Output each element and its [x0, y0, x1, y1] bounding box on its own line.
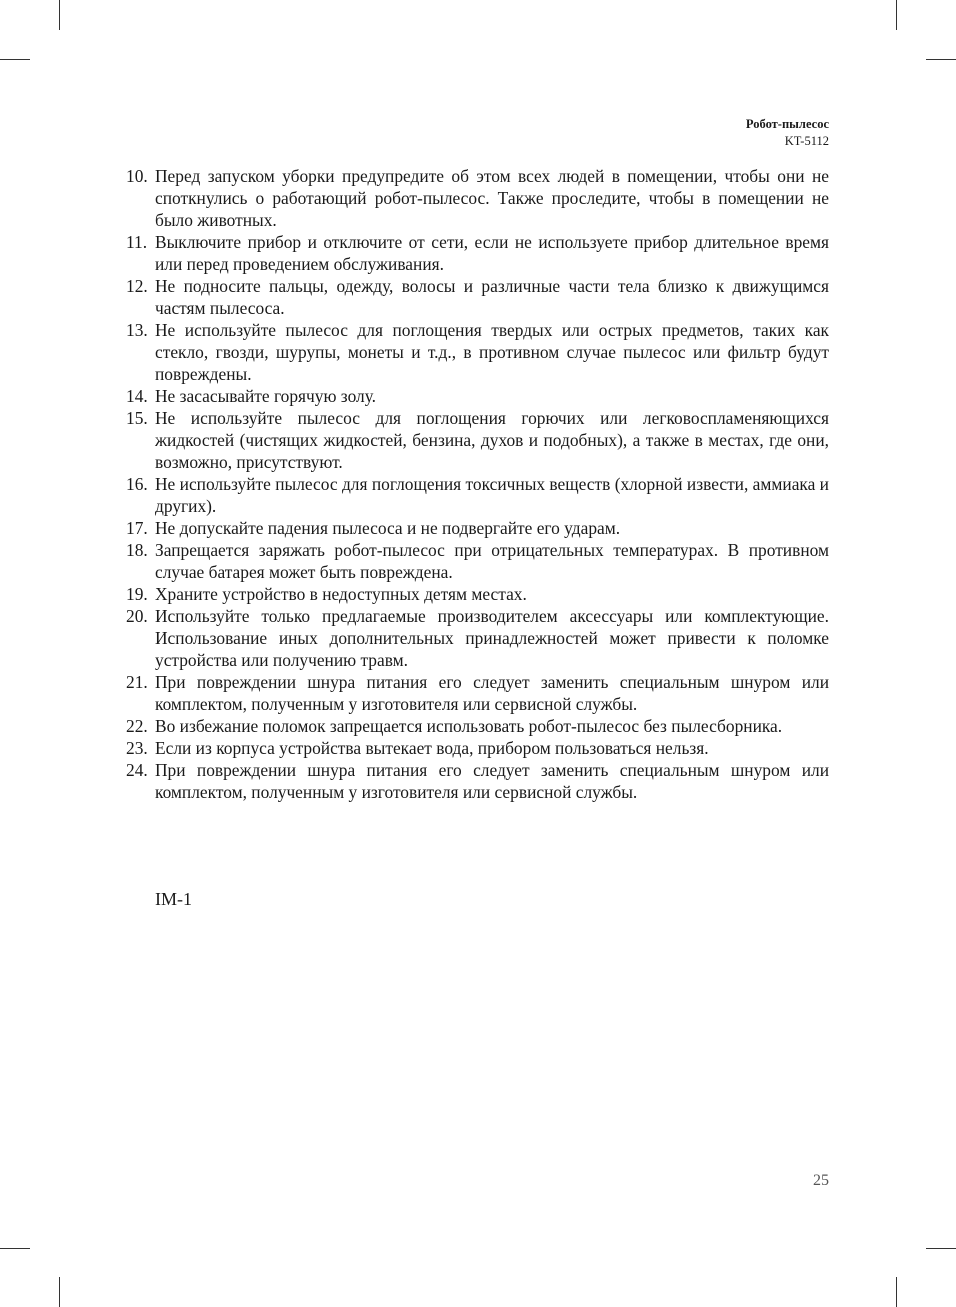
crop-mark-top-left [59, 0, 60, 30]
crop-mark-top-right [926, 59, 956, 60]
list-item [126, 517, 829, 539]
list-item [126, 759, 829, 803]
list-item [126, 715, 829, 737]
item-text: Не используйте пылесос для поглощения горючих или легковоспламеняющихся жидкостей (чистящих жидкостей, бензина, духов и подобных), а также в местах, где они, возможно, присутствуют. [155, 408, 829, 472]
safety-instructions-list [126, 165, 829, 803]
item-text: Если из корпуса устройства вытекает вода, прибором пользоваться нельзя. [155, 738, 709, 758]
item-number: 18. [126, 540, 148, 560]
item-number: 11. [126, 232, 148, 252]
item-text: Используйте только предлагаемые производителем аксессуары или комплектующие. Использование иных дополнительных принадлежностей может привести к поломке устройства или получению травм. [155, 606, 829, 670]
item-text: Не засасывайте горячую золу. [155, 386, 377, 406]
crop-mark-top-right [896, 0, 897, 30]
item-number: 15. [126, 408, 148, 428]
item-text: При повреждении шнура питания его следует заменить специальным шнуром или комплектом, полученным у изготовителя или сервисной службы. [155, 760, 829, 802]
item-text: Храните устройство в недоступных детям местах. [155, 584, 527, 604]
page-number: 25 [813, 1172, 829, 1189]
list-item [126, 737, 829, 759]
list-item [126, 407, 829, 473]
item-number: 19. [126, 584, 148, 604]
item-number: 17. [126, 518, 148, 538]
item-text: Не допускайте падения пылесоса и не подвергайте его ударам. [155, 518, 621, 538]
item-number: 24. [126, 760, 148, 780]
item-text: Запрещается заряжать робот-пылесос при отрицательных температурах. В противном случае батарея может быть повреждена. [155, 540, 829, 582]
list-item [126, 275, 829, 319]
model-number: KT-5112 [784, 134, 829, 148]
list-item [126, 231, 829, 275]
item-number: 16. [126, 474, 148, 494]
product-name: Робот-пылесос [745, 117, 829, 131]
item-number: 14. [126, 386, 148, 406]
crop-mark-bottom-left [59, 1277, 60, 1307]
item-text: Не используйте пылесос для поглощения твердых или острых предметов, таких как стекло, гвозди, шурупы, монеты и т.д., в противном случае пылесос или фильтр будут повреждены. [155, 320, 829, 384]
item-number: 22. [126, 716, 148, 736]
item-text: Не используйте пылесос для поглощения токсичных веществ (хлорной извести, аммиака и других). [155, 474, 829, 516]
document-code: IM-1 [155, 889, 192, 909]
list-item [126, 539, 829, 583]
item-number: 13. [126, 320, 148, 340]
crop-mark-bottom-right [896, 1277, 897, 1307]
item-number: 10. [126, 166, 148, 186]
list-item [126, 319, 829, 385]
list-item [126, 385, 829, 407]
item-number: 21. [126, 672, 148, 692]
running-header [746, 116, 829, 150]
item-number: 23. [126, 738, 148, 758]
item-number: 12. [126, 276, 148, 296]
item-text: Не подносите пальцы, одежду, волосы и различные части тела близко к движущимся частям пылесоса. [155, 276, 829, 318]
item-text: При повреждении шнура питания его следует заменить специальным шнуром или комплектом, полученным у изготовителя или сервисной службы. [155, 672, 829, 714]
item-number: 20. [126, 606, 148, 626]
item-text: Выключите прибор и отключите от сети, если не используете прибор длительное время или перед проведением обслуживания. [155, 232, 829, 274]
list-item [126, 605, 829, 671]
list-item [126, 165, 829, 231]
crop-mark-bottom-right [926, 1248, 956, 1249]
list-item [126, 583, 829, 605]
crop-mark-top-left [0, 59, 30, 60]
item-text: Перед запуском уборки предупредите об этом всех людей в помещении, чтобы они не споткнулись о работающий робот-пылесос. Также проследите, чтобы в помещении не было животных. [155, 166, 829, 230]
list-item [126, 473, 829, 517]
item-text: Во избежание поломок запрещается использовать робот-пылесос без пылесборника. [155, 716, 783, 736]
list-item [126, 671, 829, 715]
crop-mark-bottom-left [0, 1248, 30, 1249]
